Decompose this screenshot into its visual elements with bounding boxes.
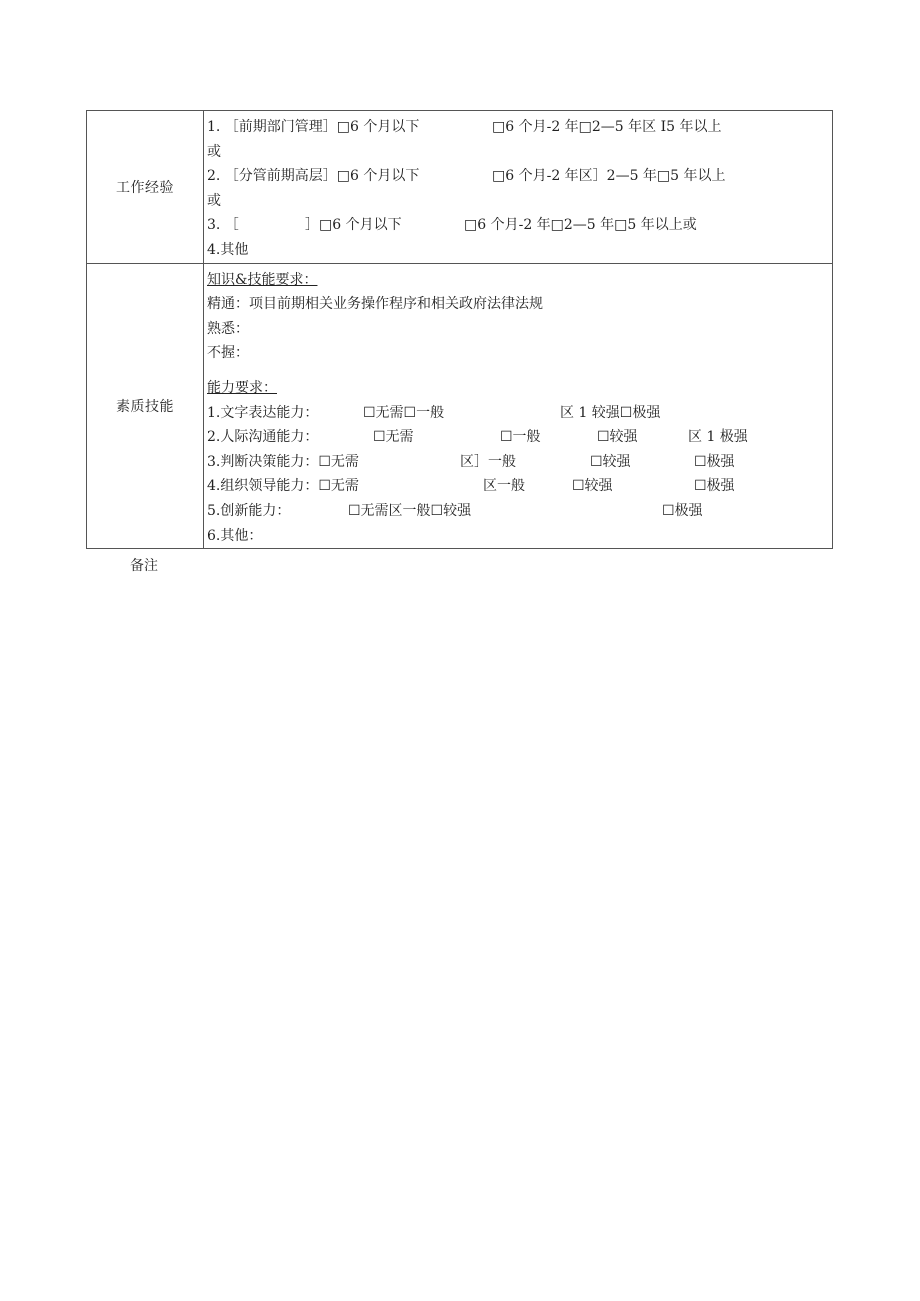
ability-option-text: ☐一般: [500, 429, 541, 446]
knowledge-item: 精通：项目前期相关业务操作程序和相关政府法律法规: [207, 296, 543, 313]
work-experience-row: [87, 111, 833, 264]
experience-line: [205, 113, 832, 138]
knowledge-title: 知识&技能要求：: [207, 271, 318, 288]
experience-option-text: 1. ［前期部门管理］□6 个月以下: [207, 119, 420, 135]
experience-line: [205, 162, 832, 187]
ability-item-text: 1.文字表达能力：: [207, 404, 319, 421]
ability-option-text: ☐较强: [597, 429, 638, 446]
experience-or-text: 或: [207, 143, 221, 160]
ability-option-text: ☐极强: [662, 502, 703, 519]
experience-other-text: 4.其他: [207, 241, 249, 258]
ability-item-text: 5.创新能力：: [207, 502, 291, 519]
knowledge-item: 熟悉：: [207, 320, 249, 337]
ability-line: [205, 423, 832, 448]
ability-option-text: 区 1 较强☐极强: [560, 404, 661, 421]
ability-line: [205, 472, 832, 497]
work-experience-content: [204, 111, 833, 264]
ability-option-text: ☐较强: [590, 453, 631, 470]
experience-line: [205, 187, 832, 212]
ability-option-text: ☐无需: [373, 429, 414, 446]
ability-option-text: ☐极强: [694, 453, 735, 470]
ability-item-text: 4.组织领导能力：☐无需: [207, 478, 359, 495]
skills-label: 素质技能: [87, 263, 204, 549]
experience-option-text: 3. ［: [207, 217, 239, 234]
work-experience-label: 工作经验: [87, 111, 204, 264]
job-requirements-table: [86, 110, 833, 549]
ability-option-text: 区 1 极强: [688, 429, 748, 446]
experience-line: [205, 138, 832, 163]
ability-item-text: 2.人际沟通能力：: [207, 429, 319, 446]
experience-line: [205, 211, 832, 236]
ability-line: [205, 448, 832, 473]
knowledge-item: 不握：: [207, 345, 249, 362]
ability-line: [205, 399, 832, 424]
ability-line: [205, 522, 832, 547]
ability-option-text: ☐极强: [694, 478, 735, 495]
experience-or-text: 或: [207, 192, 221, 209]
experience-option-text: □6 个月-2 年□2—5 年区 I5 年以上: [492, 119, 722, 135]
experience-option-text: 2. ［分管前期高层］□6 个月以下: [207, 168, 420, 185]
remark-label: 备注: [130, 558, 158, 574]
ability-item-text: 3.判断决策能力：☐无需: [207, 453, 359, 470]
ability-option-text: ☐较强: [572, 478, 613, 495]
ability-option-text: ☐无需区一般☐较强: [348, 502, 472, 519]
ability-option-text: 区］一般: [460, 453, 516, 470]
skills-row: [87, 263, 833, 549]
experience-line: [205, 236, 832, 261]
ability-option-text: ☐无需☐一般: [363, 404, 445, 421]
ability-other-text: 6.其他：: [207, 527, 263, 544]
skills-content: [204, 263, 833, 549]
experience-option-text: ］□6 个月以下: [305, 217, 402, 234]
ability-title: 能力要求：: [207, 379, 277, 396]
ability-line: [205, 497, 832, 522]
experience-option-text: □6 个月-2 年□2—5 年□5 年以上或: [464, 217, 697, 234]
ability-option-text: 区一般: [483, 478, 525, 495]
experience-option-text: □6 个月-2 年区］2—5 年□5 年以上: [492, 168, 726, 185]
